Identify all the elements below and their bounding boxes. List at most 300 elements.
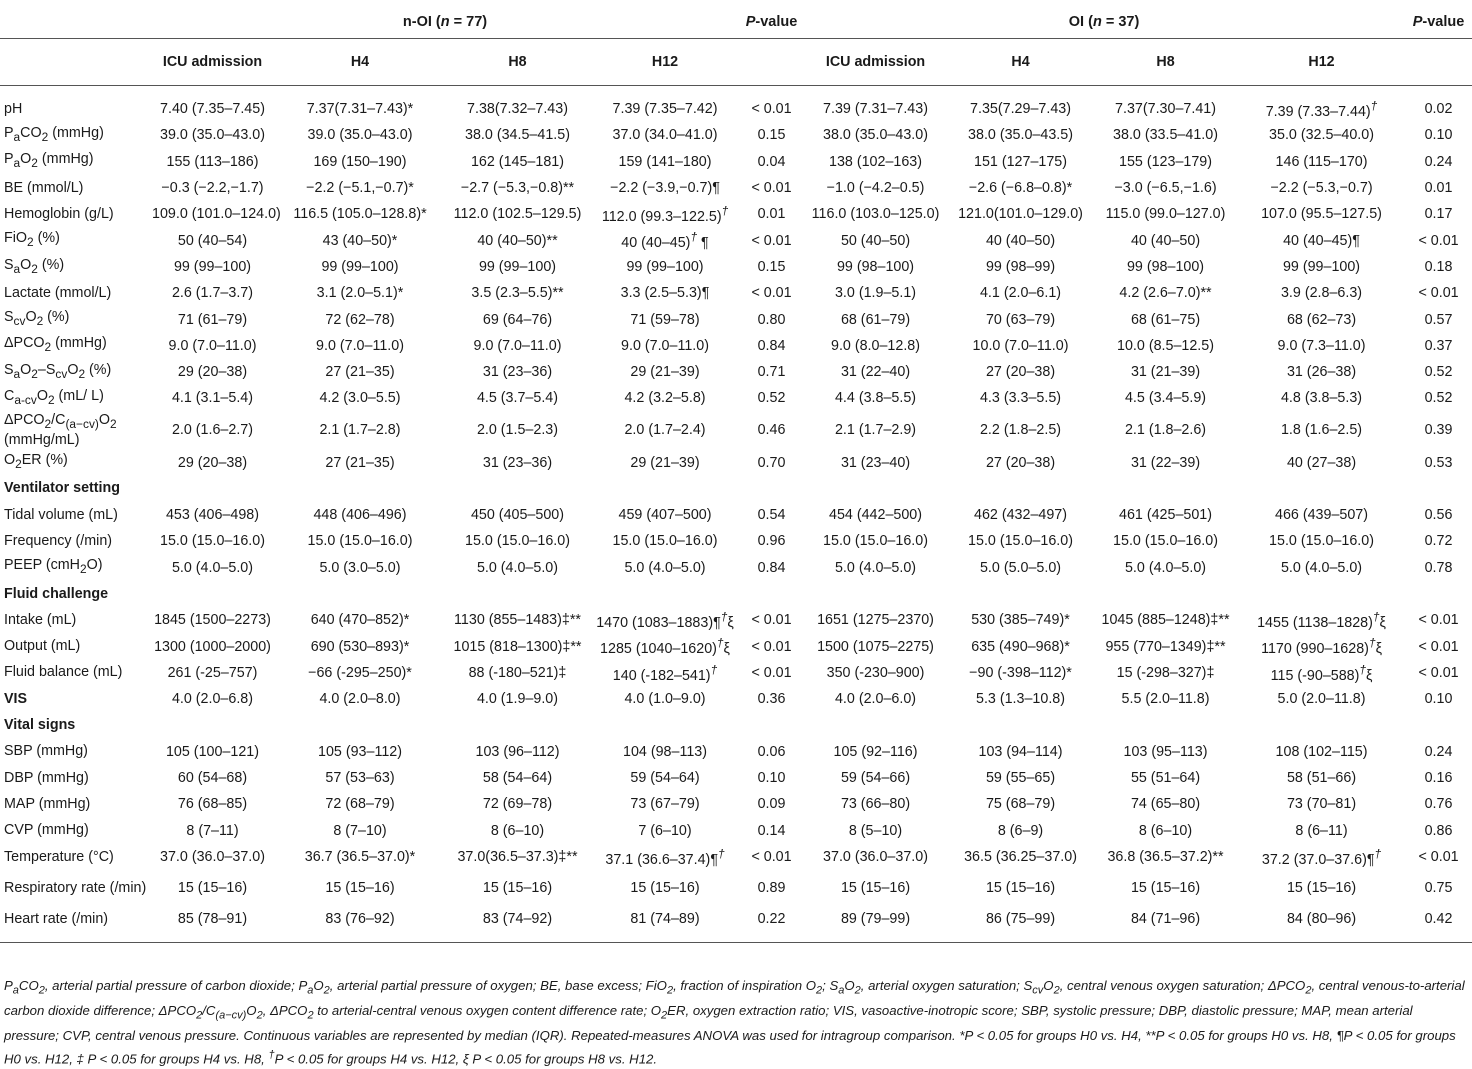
p-value-cell: < 0.01 [1418,285,1459,302]
value-cell: 1170 (990–1628)†ξ [1261,636,1382,658]
value-cell: 73 (70–81) [1286,796,1357,813]
value-cell: 459 (407–500) [618,507,712,524]
value-cell: 4.0 (2.0–8.0) [319,691,401,708]
value-cell: 450 (405–500) [470,507,564,524]
value-cell: 88 (-180–521)‡ [468,664,567,681]
value-cell: 50 (40–50) [840,232,911,249]
value-cell: −2.2 (−5.3,−0.7) [1270,180,1373,197]
value-cell: 60 (54–68) [177,770,248,787]
row-label: Temperature (°C) [4,848,114,865]
value-cell: 84 (71–96) [1130,911,1201,928]
value-cell: 40 (40–50) [1130,232,1201,249]
value-cell: 29 (20–38) [177,364,248,381]
value-cell: 38.0 (35.0–43.0) [823,127,928,144]
value-cell: 69 (64–76) [482,311,553,328]
value-cell: 59 (54–66) [840,770,911,787]
row-label: $P_aO_2$ (mmHg) [4,151,94,171]
value-cell: 155 (113–186) [166,153,259,170]
value-cell: 99 (99–100) [173,258,252,275]
col-header: H12 [590,39,740,86]
value-cell: 1130 (855–1483)‡** [454,612,581,629]
value-cell: 1845 (1500–2273) [154,612,271,629]
value-cell: 162 (145–181) [470,153,564,170]
row-label: Tidal volume (mL) [4,506,118,523]
value-cell: 5.0 (4.0–5.0) [834,559,917,576]
section-row [0,476,1472,502]
value-cell: −66 (-295–250)* [308,664,412,681]
value-cell: 9.0 (7.0–11.0) [473,337,562,354]
value-cell: 37.0(36.5–37.3)‡** [457,849,578,866]
value-cell: 15 (15–16) [840,880,911,897]
value-cell: 3.1 (2.0–5.1)* [316,285,404,302]
row-label: $O_2ER$ (%) [4,452,68,471]
row-label: $\Delta PCO_2/C_{(a-cv)}O_2$ (mmHg/mL) [4,411,117,449]
p-value-cell: 0.01 [1424,180,1453,197]
value-cell: 99 (98–100) [1126,258,1205,275]
value-cell: 15.0 (15.0–16.0) [823,533,928,550]
value-cell: 4.0 (2.0–6.0) [834,691,917,708]
p-value-cell: 0.57 [1424,311,1453,328]
value-cell: 37.1 (36.6–37.4)¶† [605,846,725,868]
row-label: $\Delta PCO_2$ (mmHg) [4,335,107,355]
value-cell: 103 (96–112) [475,743,560,760]
value-cell: 15.0 (15.0–16.0) [160,533,265,550]
value-cell: 71 (59–78) [630,311,700,328]
row-label: SBP (mmHg) [4,743,88,760]
value-cell [803,581,948,607]
value-cell: 5.0 (4.0–5.0) [1124,559,1207,576]
value-cell: 640 (470–852)* [310,612,410,629]
value-cell: 146 (115–170) [1275,153,1368,170]
value-cell: 1015 (818–1300)‡** [453,638,582,655]
table-row [0,306,1472,332]
value-cell [150,581,275,607]
value-cell: 31 (22–39) [1130,454,1201,471]
p-value-cell: 0.84 [757,559,786,576]
col-header: H8 [445,39,590,86]
value-cell [445,712,590,738]
col-header: ICU admission [803,39,948,86]
row-label: $C_{a-cv}O_2$ (mL/ L) [4,387,104,407]
p-value-cell: 0.76 [1424,796,1453,813]
p-value-cell: 0.39 [1424,422,1453,439]
value-cell [590,581,740,607]
value-cell: 2.0 (1.5–2.3) [476,422,559,439]
value-cell [803,712,948,738]
row-label: Lactate (mmol/L) [4,284,112,301]
value-cell [948,476,1093,502]
value-cell: 99 (99–100) [1282,258,1361,275]
row-label: Ventilator setting [4,480,120,497]
value-cell: 15.0 (15.0–16.0) [307,533,413,550]
table-row [0,359,1472,385]
value-cell: 635 (490–968)* [971,638,1070,655]
value-cell: 59 (54–64) [630,770,700,787]
value-cell: 8 (7–10) [333,822,387,839]
table-footnote: $P_aCO_2$, arterial partial pressure of carbon dioxide; $P_aO_2$, arterial partial pressure of oxygen; BE, base excess; FiO$_2$, fraction of inspiration $O_2$; $S_aO_2$, arterial oxygen saturation; $S_{cv}O_2$, central venous oxygen saturation; $\Delta PCO_2$, central venous-to-arterial carbon dioxide difference; $\Delta PCO_2/C_{(a-cv)}O_2$, $\Delta PCO_2$ to arterial-central venous oxygen content difference rate; $O_2ER$, oxygen extraction ratio; VIS, vasoactive-inotropic score; SBP, systolic pressure; DBP, diastolic pressure; MAP, mean arterial pressure; CVP, central venous pressure. Continuous variables are represented by median (IQR). Repeated-measures ANOVA was used for intragroup comparison. *P < 0.05 for groups H0 vs. H4, **P < 0.05 for groups H0 vs. H8, ¶P < 0.05 for groups H0 vs. H12, ‡ P < 0.05 for groups H4 vs. H8, †P < 0.05 for groups H4 vs. H12, ξ P < 0.05 for groups H8 vs. H12. [4,978,1465,1067]
p-value-cell: 0.70 [757,454,786,471]
p-value-cell: 0.37 [1424,337,1453,354]
value-cell: 350 (-230–900) [826,664,925,681]
value-cell: 104 (98–113) [623,743,707,760]
value-cell: 4.5 (3.4–5.9) [1124,390,1207,407]
p-value-cell: 0.24 [1424,153,1453,170]
table-row [0,870,1472,906]
p-value-cell: < 0.01 [751,180,792,197]
value-cell: 58 (54–64) [482,770,553,787]
row-label: Frequency (/min) [4,532,113,549]
table-row [0,86,1472,123]
value-cell: 7.38(7.32–7.43) [467,101,568,118]
group-header-row [0,6,1472,39]
p-value-cell: 0.10 [1424,691,1453,708]
p-value-cell: 0.52 [1424,364,1453,381]
value-cell: 109.0 (101.0–124.0) [152,206,281,223]
p-value-cell: 0.02 [1424,101,1453,118]
value-cell: 37.0 (34.0–41.0) [612,127,718,144]
table-row [0,791,1472,817]
row-label: pH [4,100,23,117]
value-cell: 8 (6–10) [1138,822,1193,839]
value-cell: 9.0 (8.0–12.8) [831,337,921,354]
value-cell: 4.2 (3.2–5.8) [624,390,706,407]
table-row [0,739,1472,765]
p-value-cell: 0.10 [757,770,786,787]
value-cell: 2.6 (1.7–3.7) [171,285,254,302]
value-cell: 36.8 (36.5–37.2)** [1107,849,1224,866]
value-cell: 112.0 (99.3–122.5)† [601,203,729,225]
value-cell [1093,581,1238,607]
row-label: Hemoglobin (g/L) [4,205,114,222]
p-value-cell: 0.01 [757,206,786,223]
section-row [0,712,1472,738]
value-cell: −2.2 (−3.9,−0.7)¶ [610,180,720,197]
p-value-cell: 0.52 [1424,390,1453,407]
value-cell: 35.0 (32.5–40.0) [1269,127,1374,144]
value-cell: 1470 (1083–1883)¶†ξ [596,609,734,631]
value-cell: −90 (-398–112)* [969,664,1072,681]
value-cell: 31 (23–40) [840,454,911,471]
value-cell: 4.0 (1.9–9.0) [476,691,559,708]
value-cell: 462 (432–497) [974,507,1068,524]
value-cell: 59 (55–65) [985,770,1056,787]
value-cell: 108 (102–115) [1275,743,1368,760]
value-cell: 116.5 (105.0–128.8)* [293,206,427,223]
p-value-cell: 0.56 [1424,507,1453,524]
value-cell: 27 (20–38) [985,454,1056,471]
row-label: Respiratory rate (/min) [4,879,147,896]
value-cell: 10.0 (8.5–12.5) [1117,337,1214,354]
p-value-cell: 0.52 [757,390,786,407]
value-cell: −2.2 (−5.1,−0.7)* [306,180,414,197]
table-row [0,254,1472,280]
value-cell [150,712,275,738]
col-header: H4 [948,39,1093,86]
p-value-cell: < 0.01 [751,285,792,302]
row-label: $S_{cv}O_2$ (%) [4,309,70,328]
value-cell: 5.3 (1.3–10.8) [976,691,1066,708]
value-cell: 68 (61–75) [1130,311,1201,328]
value-cell: 15 (15–16) [630,880,700,897]
value-cell: 2.0 (1.6–2.7) [171,422,254,439]
value-cell: 105 (92–116) [833,743,918,760]
value-cell: 38.0 (33.5–41.0) [1113,127,1218,144]
value-cell: 103 (95–113) [1123,743,1208,760]
row-label: VIS [4,690,28,707]
value-cell: 36.5 (36.25–37.0) [964,849,1077,866]
value-cell: 9.0 (7.0–11.0) [316,337,404,354]
value-cell [445,476,590,502]
value-cell: 466 (439–507) [1275,507,1369,524]
value-cell: 15.0 (15.0–16.0) [465,533,570,550]
value-cell: 1500 (1075–2275) [817,638,934,655]
value-cell: −1.0 (−4.2–0.5) [826,180,925,197]
data-table [0,6,1472,943]
row-label: BE (mmol/L) [4,179,84,196]
value-cell: 39.0 (35.0–43.0) [160,127,265,144]
table-row [0,385,1472,411]
p-value-cell [740,581,803,607]
value-cell: 116.0 (103.0–125.0) [811,206,940,223]
value-cell: 99 (99–100) [626,258,704,275]
value-cell [275,581,445,607]
value-cell: 107.0 (95.5–127.5) [1261,206,1382,223]
table-row [0,607,1472,633]
p-value-cell: 0.10 [1424,127,1453,144]
p-value-cell: 0.14 [757,822,786,839]
value-cell: 57 (53–63) [325,770,395,787]
p-value-cell: 0.75 [1424,880,1453,897]
value-cell: 27 (21–35) [325,454,395,471]
value-cell: 4.1 (2.0–6.1) [979,285,1062,302]
value-cell: 5.0 (3.0–5.0) [319,559,401,576]
row-label: Intake (mL) [4,611,77,628]
value-cell: 1651 (1275–2370) [817,612,934,629]
value-cell: 29 (20–38) [177,454,248,471]
p-value-cell: 0.71 [757,364,786,381]
p-value-cell: < 0.01 [751,849,792,866]
value-cell: 9.0 (7.0–11.0) [168,337,257,354]
value-cell: 36.7 (36.5–37.0)* [304,849,416,866]
value-cell: 83 (74–92) [482,911,553,928]
value-cell: 55 (51–64) [1130,770,1201,787]
value-cell: 5.0 (2.0–11.8) [1277,691,1366,708]
table-row [0,149,1472,175]
p-value-cell: 0.09 [757,796,786,813]
value-cell: 31 (23–36) [482,454,553,471]
value-cell: 7.39 (7.31–7.43) [823,101,928,118]
p-value-cell: < 0.01 [1418,664,1459,681]
value-cell: 1300 (1000–2000) [154,638,271,655]
value-cell: −0.3 (−2.2,−1.7) [161,180,264,197]
value-cell: 73 (67–79) [630,796,700,813]
value-cell: 4.3 (3.3–5.5) [979,390,1062,407]
p-value-header: P-value [1412,14,1465,30]
value-cell: 3.0 (1.9–5.1) [834,285,917,302]
value-cell: 2.1 (1.8–2.6) [1124,422,1207,439]
value-cell [803,476,948,502]
value-cell: 15.0 (15.0–16.0) [612,533,718,550]
value-cell: 38.0 (34.5–41.5) [465,127,570,144]
value-cell: 39.0 (35.0–43.0) [307,127,413,144]
value-cell [590,712,740,738]
value-cell: 27 (20–38) [985,364,1056,381]
value-cell: 74 (65–80) [1130,796,1201,813]
value-cell: 9.0 (7.3–11.0) [1277,337,1366,354]
value-cell [1093,712,1238,738]
table-row [0,528,1472,554]
value-cell [1093,476,1238,502]
value-cell [948,581,1093,607]
value-cell: 5.5 (2.0–11.8) [1121,691,1210,708]
value-cell: 8 (7–11) [186,822,239,839]
value-cell: 72 (68–79) [325,796,395,813]
value-cell: 8 (6–11) [1295,822,1348,839]
p-value-cell [1405,581,1472,607]
value-cell: 169 (150–190) [313,153,407,170]
value-cell: 2.0 (1.7–2.4) [624,422,706,439]
value-cell [275,476,445,502]
row-label: MAP (mmHg) [4,795,91,812]
value-cell: 105 (100–121) [165,743,259,760]
value-cell: 31 (22–40) [840,364,911,381]
value-cell: 8 (6–10) [490,822,545,839]
row-label: Vital signs [4,717,76,734]
value-cell: 15 (-298–327)‡ [1116,664,1215,681]
value-cell: 89 (79–99) [840,911,911,928]
col-header: H12 [1238,39,1405,86]
value-cell: 4.5 (3.7–5.4) [476,390,559,407]
value-cell: 5.0 (4.0–5.0) [1280,559,1363,576]
group-title-noi: n-OI (n = 77) [402,14,488,30]
p-value-cell: 0.15 [757,127,786,144]
value-cell: 2.1 (1.7–2.8) [319,422,401,439]
p-value-cell: 0.15 [757,258,786,275]
p-value-cell: 0.17 [1424,206,1453,223]
value-cell: 7 (6–10) [638,822,692,839]
col-header: ICU admission [150,39,275,86]
p-value-cell [740,712,803,738]
section-row [0,581,1472,607]
value-cell: 7.40 (7.35–7.45) [160,101,265,118]
value-cell: 99 (99–100) [478,258,557,275]
value-cell: 7.37(7.31–7.43)* [306,101,414,118]
p-value-cell [1405,476,1472,502]
p-value-header: P-value [745,14,798,30]
value-cell: 2.1 (1.7–2.9) [834,422,917,439]
value-cell: 15.0 (15.0–16.0) [1113,533,1218,550]
group-title-oi: OI (n = 37) [1068,14,1140,30]
value-cell: 15 (15–16) [1130,880,1201,897]
value-cell: 7.35(7.29–7.43) [970,101,1071,118]
value-cell: 40 (40–50)** [477,232,558,249]
value-cell: 151 (127–175) [974,153,1068,170]
row-label: FiO$_2$ (%) [4,230,60,250]
p-value-cell: 0.36 [757,691,786,708]
table-row [0,844,1472,870]
value-cell: 37.2 (37.0–37.6)¶† [1261,846,1382,868]
p-value-cell: 0.84 [757,337,786,354]
value-cell: 15 (15–16) [177,880,248,897]
value-cell: 9.0 (7.0–11.0) [621,337,709,354]
value-cell: 86 (75–99) [985,911,1056,928]
p-value-cell: 0.53 [1424,454,1453,471]
value-cell: 10.0 (7.0–11.0) [972,337,1069,354]
table-row [0,175,1472,201]
value-cell: 29 (21–39) [630,364,700,381]
row-label: $S_aO_2$ (%) [4,256,65,276]
section-row [0,686,1472,712]
p-value-cell: 0.80 [757,311,786,328]
value-cell: 3.3 (2.5–5.3)¶ [620,285,710,302]
value-cell: 8 (6–9) [997,822,1044,839]
row-label: PEEP (cmH$_2$O) [4,557,103,577]
p-value-cell: < 0.01 [751,664,792,681]
value-cell: 99 (98–99) [985,258,1056,275]
value-cell: 99 (98–100) [836,258,915,275]
p-value-cell: 0.89 [757,880,786,897]
value-cell: 4.2 (3.0–5.5) [319,390,401,407]
value-cell: 70 (63–79) [985,311,1056,328]
value-cell: 99 (99–100) [321,258,399,275]
table-body [0,86,1472,943]
p-value-cell: 0.16 [1424,770,1453,787]
value-cell: 138 (102–163) [829,153,923,170]
value-cell: 5.0 (4.0–5.0) [624,559,706,576]
p-value-cell: 0.46 [757,422,786,439]
value-cell: 105 (93–112) [318,743,402,760]
value-cell: 155 (123–179) [1119,153,1213,170]
value-cell: 76 (68–85) [177,796,248,813]
value-cell: 4.2 (2.6–7.0)** [1119,285,1212,302]
col-header: H4 [275,39,445,86]
value-cell: 75 (68–79) [985,796,1056,813]
value-cell: 4.8 (3.8–5.3) [1280,390,1363,407]
value-cell: 37.0 (36.0–37.0) [823,849,928,866]
value-cell: 40 (27–38) [1286,454,1357,471]
table-row [0,280,1472,306]
row-label: Fluid challenge [4,585,109,602]
p-value-cell: 0.86 [1424,822,1453,839]
table-row [0,555,1472,581]
value-cell [1238,712,1405,738]
value-cell: 31 (26–38) [1286,364,1357,381]
table-row [0,660,1472,686]
table-row [0,333,1472,359]
value-cell: 1.8 (1.6–2.5) [1280,422,1363,439]
value-cell: 112.0 (102.5–129.5) [453,206,582,223]
value-cell: 8 (5–10) [848,822,903,839]
p-value-cell: < 0.01 [1418,612,1459,629]
value-cell [150,476,275,502]
row-label: $S_aO_2-S_{cv}O_2$ (%) [4,361,112,381]
value-cell: 58 (51–66) [1286,770,1357,787]
value-cell: 38.0 (35.0–43.5) [968,127,1073,144]
value-cell: −3.0 (−6.5,−1.6) [1114,180,1217,197]
table-row [0,818,1472,844]
value-cell: 115.0 (99.0–127.0) [1105,206,1226,223]
p-value-cell: < 0.01 [751,612,792,629]
value-cell: 68 (61–79) [840,311,911,328]
value-cell: 15 (15–16) [482,880,553,897]
table-row [0,502,1472,528]
value-cell: 121.0(101.0–129.0) [958,206,1083,223]
p-value-cell: 0.54 [757,507,786,524]
value-cell: 43 (40–50)* [322,232,398,249]
p-value-cell: < 0.01 [751,101,792,118]
value-cell: −2.6 (−6.8–0.8)* [968,180,1073,197]
value-cell: 103 (94–114) [978,743,1063,760]
